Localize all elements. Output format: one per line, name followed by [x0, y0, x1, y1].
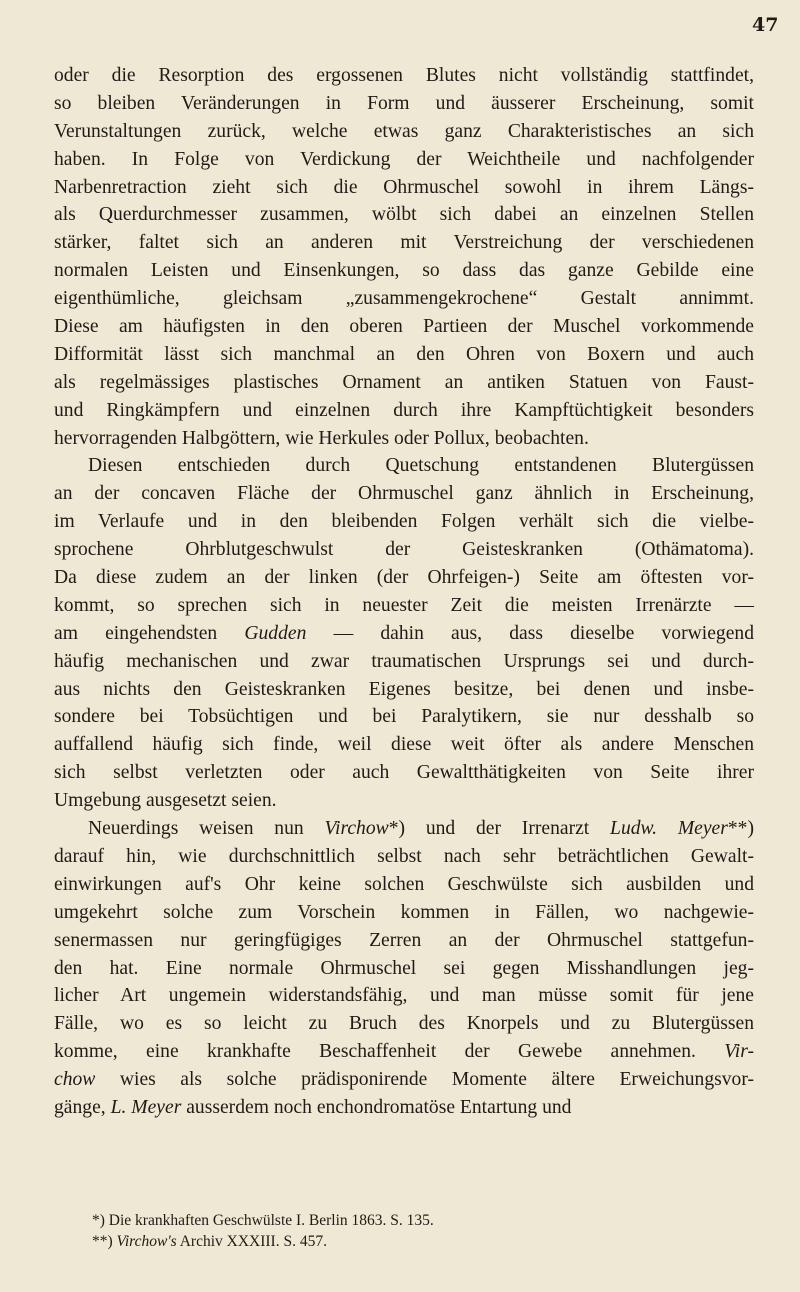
text-line: hervorragenden Halbgöttern, wie Herkules oder Pollux, beobachten. — [54, 427, 589, 449]
text-line: häufig mechanischen und zwar traumatischen Ursprungs sei und durch- — [54, 650, 754, 672]
text-line — [54, 1038, 754, 1066]
author-name: Gudden — [244, 622, 307, 644]
text-line: eigenthümliche, gleichsam „zusammengekrochene“ Gestalt annimmt. — [54, 288, 754, 310]
text-line: Diese am häufigsten in den oberen Partieen der Muschel vorkommende — [54, 316, 754, 338]
text-line: Verunstaltungen zurück, welche etwas ganz Charakteristisches an sich — [54, 120, 754, 142]
author-name: Vir- — [724, 1041, 754, 1063]
text-run: wies als solche prädisponirende Momente ältere Erweichungsvor- — [119, 1069, 755, 1091]
text-line: einwirkungen auf's Ohr keine solchen Geschwülste sich ausbilden und — [54, 873, 754, 895]
footnote — [92, 1231, 752, 1252]
text-line: als regelmässiges plastisches Ornament an antiken Statuen von Faust- — [54, 371, 754, 393]
text-line: Da diese zudem an der linken (der Ohrfeigen-) Seite am öftesten vor- — [54, 567, 754, 589]
text-run: ausserdem noch enchondromatöse Entartung und — [186, 1096, 572, 1118]
page-number: 47 — [752, 14, 779, 36]
text-line: darauf hin, wie durchschnittlich selbst nach sehr beträchtlichen Gewalt- — [54, 845, 754, 867]
author-name: Ludw. Meyer — [610, 818, 728, 840]
text-line: den hat. Eine normale Ohrmuschel sei gegen Misshandlungen jeg- — [54, 957, 754, 979]
text-line: licher Art ungemein widerstandsfähig, und man müsse somit für jene — [54, 985, 754, 1007]
text-line: kommt, so sprechen sich in neuester Zeit die meisten Irrenärzte — — [54, 594, 754, 616]
text-line: sich selbst verletzten oder auch Gewaltthätigkeiten von Seite ihrer — [54, 762, 754, 784]
text-run: Neuerdings weisen nun — [88, 818, 304, 840]
footnote-marker: **) — [92, 1233, 113, 1250]
text-run: **) — [727, 818, 754, 840]
author-name: L. Meyer — [110, 1096, 182, 1118]
text-line: normalen Leisten und Einsenkungen, so dass das ganze Gebilde eine — [54, 260, 754, 282]
text-run: am eingehendsten — [54, 622, 218, 644]
text-line: umgekehrt solche zum Vorschein kommen in Fällen, wo nachgewie- — [54, 901, 754, 923]
text-line: Difformität lässt sich manchmal an den Ohren von Boxern und auch — [54, 343, 754, 365]
body-text — [54, 62, 754, 1122]
text-run: *) und der Irrenarzt — [388, 818, 590, 840]
text-line: Narbenretraction zieht sich die Ohrmuschel sowohl in ihrem Längs- — [54, 176, 754, 198]
text-line: stärker, faltet sich an anderen mit Verstreichung der verschiedenen — [54, 232, 754, 254]
text-line: oder die Resorption des ergossenen Blutes nicht vollständig stattfindet, — [54, 65, 754, 86]
footnote: *) Die krankhaften Geschwülste I. Berlin 1863. S. 135. — [92, 1212, 434, 1229]
text-line — [54, 1066, 754, 1094]
text-line — [54, 815, 754, 843]
text-line: Diesen entschieden durch Quetschung entstandenen Blutergüssen — [88, 455, 754, 477]
footnotes — [92, 1210, 752, 1252]
footnote-text: Archiv XXXIII. S. 457. — [179, 1233, 327, 1250]
text-line — [54, 1094, 754, 1122]
author-name: chow — [54, 1069, 96, 1091]
author-name: Virchow — [324, 818, 389, 840]
text-line: Umgebung ausgesetzt seien. — [54, 790, 277, 812]
text-run: komme, eine krankhafte Beschaffenheit der Gewebe annehmen. — [54, 1041, 696, 1063]
text-run: gänge, — [54, 1096, 106, 1118]
text-line: an der concaven Fläche der Ohrmuschel ganz ähnlich in Erscheinung, — [54, 483, 754, 505]
author-name: Virchow's — [116, 1233, 177, 1250]
text-line — [54, 620, 754, 648]
text-line: als Querdurchmesser zusammen, wölbt sich dabei an einzelnen Stellen — [54, 204, 754, 226]
text-line: haben. In Folge von Verdickung der Weichtheile und nachfolgender — [54, 148, 754, 170]
text-line: und Ringkämpfern und einzelnen durch ihre Kampftüchtigkeit besonders — [54, 399, 754, 421]
text-line: sondere bei Tobsüchtigen und bei Paralytikern, sie nur desshalb so — [54, 706, 754, 728]
text-line: aus nichts den Geisteskranken Eigenes besitze, bei denen und insbe- — [54, 678, 754, 700]
text-run: — dahin aus, dass dieselbe vorwiegend — [333, 622, 754, 644]
text-line: Fälle, wo es so leicht zu Bruch des Knorpels und zu Blutergüssen — [54, 1013, 754, 1035]
text-line: so bleiben Veränderungen in Form und äusserer Erscheinung, somit — [54, 92, 754, 114]
text-line: auffallend häufig sich finde, weil diese weit öfter als andere Menschen — [54, 734, 754, 756]
text-line: im Verlaufe und in den bleibenden Folgen verhält sich die vielbe- — [54, 511, 754, 533]
text-line: sprochene Ohrblutgeschwulst der Geisteskranken (Othämatoma). — [54, 539, 754, 561]
text-line: senermassen nur geringfügiges Zerren an der Ohrmuschel stattgefun- — [54, 929, 754, 951]
